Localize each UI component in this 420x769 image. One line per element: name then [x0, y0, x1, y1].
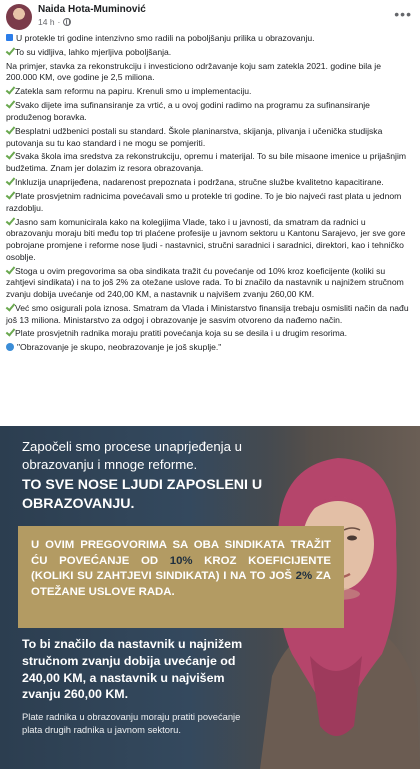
- percent-10: 10%: [169, 554, 193, 567]
- post-meta: 14 h ·: [38, 17, 71, 27]
- negotiation-text: U OVIM PREGOVORIMA SA OBA SINDIKATA TRAŽIT ĆU POVEĆANJE OD 10% KROZ KOEFICIJENTE (KOLIKI SU ZAHTJEVI SINDIKATA) I NA TO JOŠ 2% ZA OTEŽANE USLOVE RADA.: [31, 539, 332, 598]
- globe-icon: [63, 18, 71, 26]
- paragraph-text: Stoga u ovim pregovorima sa oba sindikata tražit ću povećanje od 10% kroz koeficijente (koliki su zahtjevi sindikata) i na to još 2% za otežane uslove rada. To bi značilo da nastavnik u najnižem stručnom zvanju dobija uvećanje od 240,00 KM, a nastavnik u najvišem zvanju 260,00 KM.: [6, 265, 404, 299]
- post-paragraph: [6, 177, 414, 189]
- paragraph-text: Besplatni udžbenici postali su standard. Škole planinarstva, skijanja, plivanja i učenička studijska putovanja su tu kao standard i ne mogu se pomjeriti.: [6, 125, 383, 148]
- post-paragraph: [6, 47, 414, 59]
- post-text: [6, 33, 414, 356]
- check-mark-icon: [6, 48, 13, 55]
- post-paragraph: [6, 126, 414, 149]
- graphic-footer-text: Plate radnika u obrazovanju moraju pratiti povećanje plata drugih radnika u javnom sektoru.: [22, 711, 241, 735]
- check-mark-icon: [6, 304, 13, 311]
- paragraph-text: Svaka škola ima sredstva za rekonstrukciju, opremu i materijal. To su bile misaone imenice u prijašnjim budžetima. Znam jer dolazim iz resora obrazovanja.: [6, 151, 407, 174]
- post-image[interactable]: [0, 426, 420, 769]
- post-paragraph: [6, 328, 414, 340]
- paragraph-text: Inkluzija unaprijeđena, nadarenost prepoznata i podržana, stručne službe kvalitetno kapacitirane.: [15, 177, 384, 188]
- post-paragraph: [6, 33, 414, 45]
- paragraph-text: Plate prosvjetnih radnika moraju pratiti povećanja koja su se desila i u drugim resorima.: [15, 328, 347, 339]
- graphic-subheading: TO SVE NOSE LJUDI ZAPOSLENI U OBRAZOVANJU.: [22, 477, 263, 512]
- post-time[interactable]: 14 h: [38, 17, 55, 27]
- negotiation-box: [18, 526, 344, 628]
- post-paragraph: [6, 100, 414, 123]
- salary-increase-text: To bi značilo da nastavnik u najnižem stručnom zvanju dobija uvećanje od 240,00 KM, a nastavnik u najvišem zvanju 260,00 KM.: [22, 637, 243, 702]
- check-mark-icon: [6, 178, 13, 185]
- post-paragraph: [6, 342, 414, 354]
- paragraph-text: Jasno sam komunicirala kako na kolegijima Vlade, tako i u javnosti, da smatram da radnici u obrazovanju moraju biti među top tri plaćene profesije u javnom sektoru u Kantonu Sarajevo, jer sve gore pobrojane promjene i reforme nose ljudi - nastavnici, stručni saradnici i saradnici, direktori, kao i tehničko osoblje.: [6, 216, 406, 262]
- post-header: [0, 0, 420, 34]
- check-mark-icon: [6, 152, 13, 159]
- graphic-heading: Započeli smo procese unaprjeđenja u obrazovanju i mnoge reforme.: [22, 439, 242, 472]
- percent-2: 2%: [295, 570, 313, 583]
- blue-square-icon: [6, 34, 13, 41]
- author-name[interactable]: Naida Hota-Muminović: [38, 4, 146, 15]
- check-mark-icon: [6, 87, 13, 94]
- post-paragraph: [6, 86, 414, 98]
- paragraph-text: "Obrazovanje je skupo, neobrazovanje je još skuplje.": [17, 342, 222, 353]
- post-paragraph: [6, 61, 414, 84]
- post-paragraph: [6, 191, 414, 214]
- paragraph-text: To su vidljiva, lahko mjerljiva poboljšanja.: [15, 46, 172, 57]
- post-paragraph: [6, 217, 414, 264]
- check-mark-icon: [6, 192, 13, 199]
- paragraph-text: U protekle tri godine intenzivno smo radili na poboljšanju prilika u obrazovanju.: [16, 33, 315, 43]
- paragraph-text: Svako dijete ima sufinansiranje za vrtić, a u ovoj godini radimo na programu za sufinansiranje produženog boravka.: [6, 100, 370, 122]
- paragraph-text: Već smo osigurali pola iznosa. Smatram da Vlada i Ministarstvo finansija trebaju osmisliti način da nađu još 13 miliona. Ministarstvo za odgoj i obrazovanje je sasvim otvoreno da nađemo način.: [6, 302, 409, 325]
- check-mark-icon: [6, 267, 13, 274]
- paragraph-text: Zatekla sam reformu na papiru. Krenuli smo u implementaciju.: [15, 86, 252, 97]
- check-mark-icon: [6, 329, 13, 336]
- post-paragraph: [6, 266, 414, 301]
- check-mark-icon: [6, 101, 13, 108]
- post-paragraph: [6, 303, 414, 326]
- paragraph-text: Plate prosvjetnim radnicima povećavali smo u protekle tri godine. To je bio najveći rast plata u jednom razdoblju.: [6, 190, 402, 213]
- author-avatar[interactable]: [6, 4, 32, 30]
- post-paragraph: [6, 151, 414, 174]
- more-options-button[interactable]: •••: [394, 6, 412, 22]
- paragraph-text: Na primjer, stavka za rekonstrukciju i investiciono održavanje koju sam zatekla 2021. godine bila je 200.000 KM, ove godine je 2,5 miliona.: [6, 60, 381, 83]
- check-mark-icon: [6, 127, 13, 134]
- blue-circle-icon: [6, 343, 14, 351]
- check-mark-icon: [6, 218, 13, 225]
